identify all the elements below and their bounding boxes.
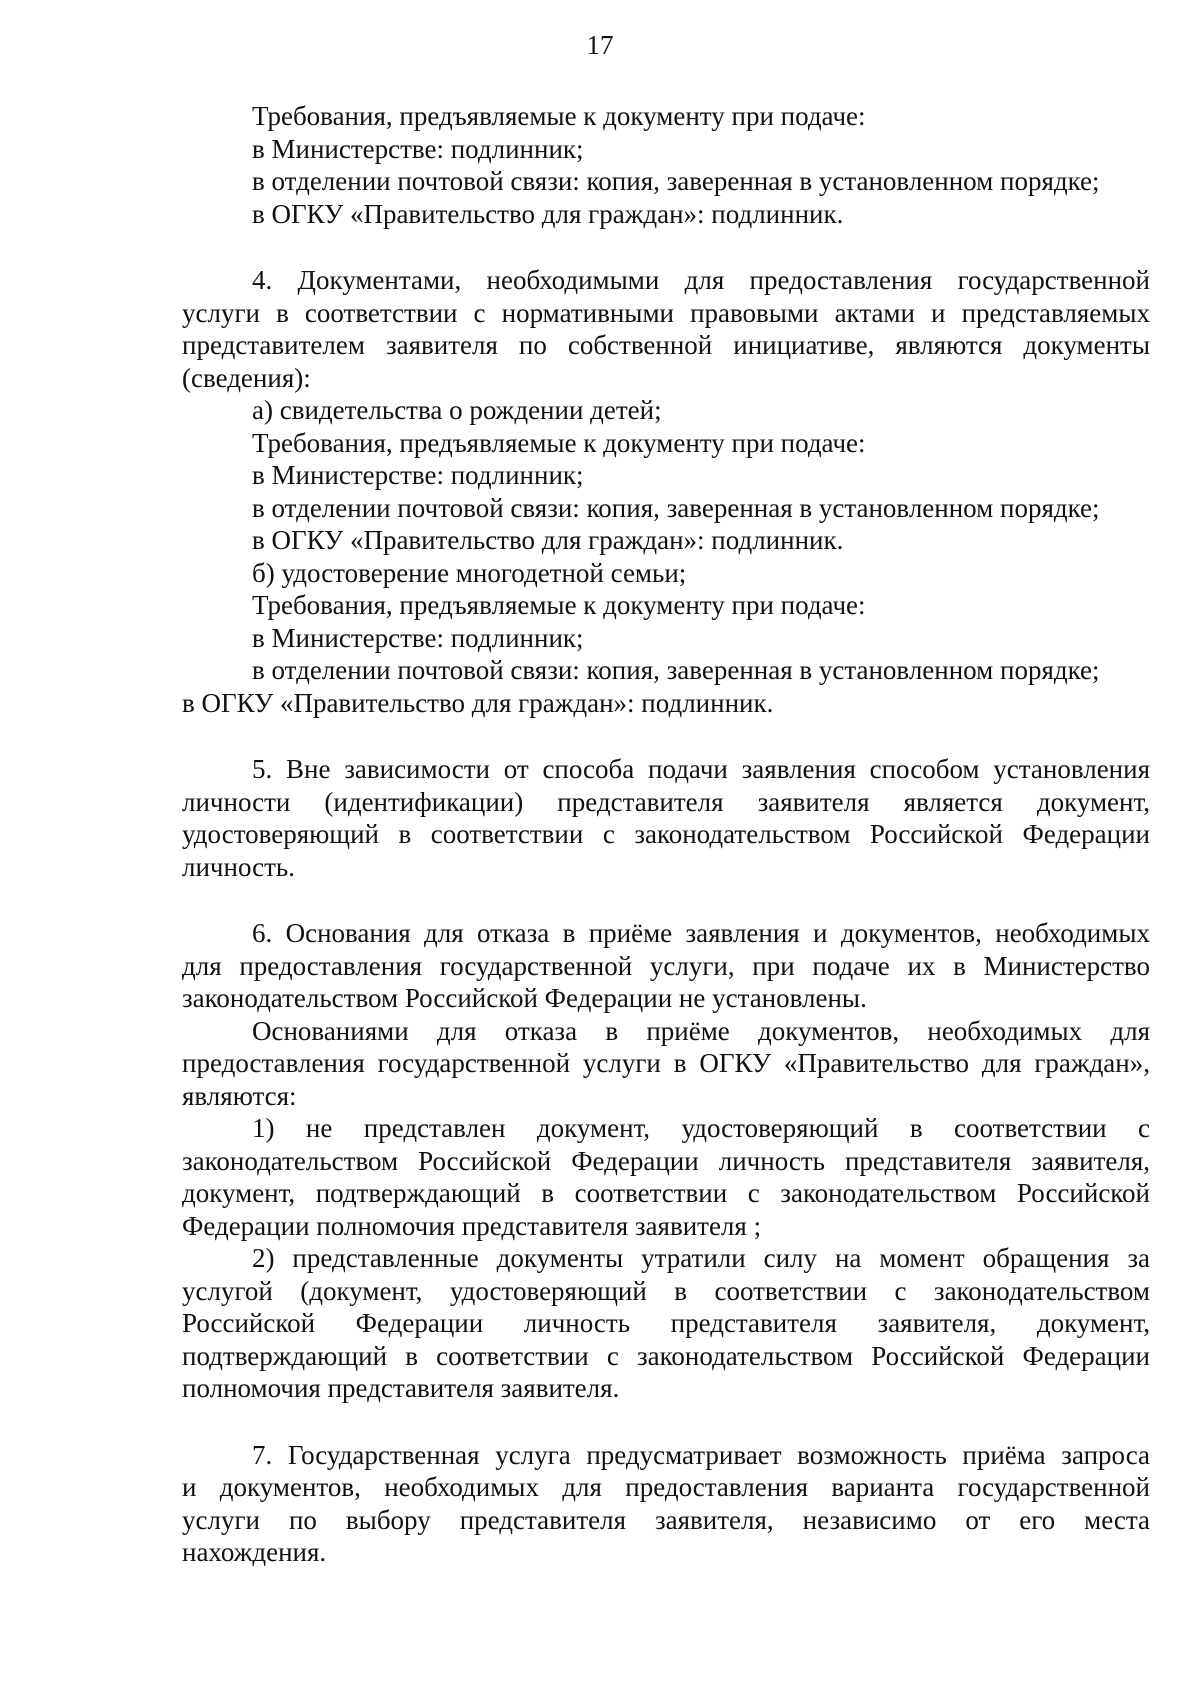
section-5-line: личности (идентификации) представителя заявителя является документ, xyxy=(182,786,1150,817)
section-5 xyxy=(182,753,1150,883)
refusal-ground-2-line: Российской Федерации личность представителя заявителя, документ, xyxy=(182,1308,1150,1338)
refusal-ground-2-line: услугой (документ, удостоверяющий в соответствии с законодательством xyxy=(182,1275,1150,1306)
refusal-ground-1-line: документ, подтверждающий в соответствии с законодательством Российской xyxy=(182,1178,1150,1208)
requirement-post-office: в отделении почтовой связи: копия, заверенная в установленном порядке; xyxy=(252,492,1100,523)
section-6 xyxy=(182,917,1150,1015)
section-4 xyxy=(182,264,1150,394)
section-7 xyxy=(182,1439,1150,1569)
refusal-ground-2-line: 2) представленные документы утратили силу на момент обращения за xyxy=(252,1243,1150,1273)
refusal-ground-1-line: 1) не представлен документ, удостоверяющий в соответствии с xyxy=(252,1113,1150,1143)
refusal-grounds-line: являются: xyxy=(182,1080,297,1111)
requirement-ministry: в Министерстве: подлинник; xyxy=(252,460,584,490)
requirement-ogku: в ОГКУ «Правительство для граждан»: подлинник. xyxy=(182,687,774,718)
paragraph-gap xyxy=(182,230,1150,264)
requirement-ogku: в ОГКУ «Правительство для граждан»: подлинник. xyxy=(252,198,844,229)
requirement-post-office: в отделении почтовой связи: копия, заверенная в установленном порядке; xyxy=(252,655,1100,685)
section-7-line: 7. Государственная услуга предусматривает возможность приёма запроса xyxy=(252,1439,1150,1470)
refusal-ground-2-line: полномочия представителя заявителя. xyxy=(182,1373,620,1403)
section-6-line: законодательством Российской Федерации не установлены. xyxy=(182,983,867,1013)
section-7-line: услуги по выбору представителя заявителя, независимо от его места xyxy=(182,1504,1150,1535)
requirements-heading: Требования, предъявляемые к документу при подаче: xyxy=(252,427,866,458)
requirement-post-office: в отделении почтовой связи: копия, заверенная в установленном порядке; xyxy=(252,166,1100,196)
refusal-grounds-line: Основаниями для отказа в приёме документов, необходимых для xyxy=(252,1015,1150,1046)
document-body xyxy=(182,100,1150,1569)
item-a-birth-certificates: а) свидетельства о рождении детей; xyxy=(252,395,662,425)
section-4-line: 4. Документами, необходимыми для предоставления государственной xyxy=(252,265,1150,295)
item-b-large-family-certificate: б) удостоверение многодетной семьи; xyxy=(252,557,687,588)
paragraph-gap xyxy=(182,719,1150,753)
paragraph-gap xyxy=(182,1405,1150,1439)
section-5-line: 5. Вне зависимости от способа подачи заявления способом установления xyxy=(252,754,1150,784)
requirement-ministry: в Министерстве: подлинник; xyxy=(252,133,584,164)
refusal-ground-1-line: Федерации полномочия представителя заявителя ; xyxy=(182,1210,762,1241)
refusal-grounds-line: предоставления государственной услуги в ОГКУ «Правительство для граждан», xyxy=(182,1048,1150,1078)
section-4-line: услуги в соответствии с нормативными правовыми актами и представляемых xyxy=(182,297,1150,328)
paragraph-gap xyxy=(182,883,1150,917)
section-7-line: нахождения. xyxy=(182,1537,327,1567)
section-7-line: и документов, необходимых для предоставления варианта государственной xyxy=(182,1472,1150,1502)
section-6-line: 6. Основания для отказа в приёме заявления и документов, необходимых xyxy=(252,918,1150,948)
page-number: 17 xyxy=(586,30,614,60)
refusal-grounds xyxy=(182,1015,1150,1113)
section-6-line: для предоставления государственной услуги, при подаче их в Министерство xyxy=(182,950,1150,981)
section-5-line: личность. xyxy=(182,851,295,882)
refusal-ground-1 xyxy=(182,1112,1150,1242)
refusal-ground-2 xyxy=(182,1242,1150,1405)
refusal-ground-2-line: подтверждающий в соответствии с законодательством Российской Федерации xyxy=(182,1340,1150,1371)
section-4-line: (сведения): xyxy=(182,362,311,393)
section-4-line: представителем заявителя по собственной инициативе, являются документы xyxy=(182,330,1150,360)
section-5-line: удостоверяющий в соответствии с законодательством Российской Федерации xyxy=(182,819,1150,849)
requirements-heading: Требования, предъявляемые к документу при подаче: xyxy=(252,101,866,131)
requirements-heading: Требования, предъявляемые к документу при подаче: xyxy=(252,590,866,620)
refusal-ground-1-line: законодательством Российской Федерации личность представителя заявителя, xyxy=(182,1145,1150,1176)
requirement-ministry: в Министерстве: подлинник; xyxy=(252,622,584,653)
requirement-ogku: в ОГКУ «Правительство для граждан»: подлинник. xyxy=(252,525,844,555)
